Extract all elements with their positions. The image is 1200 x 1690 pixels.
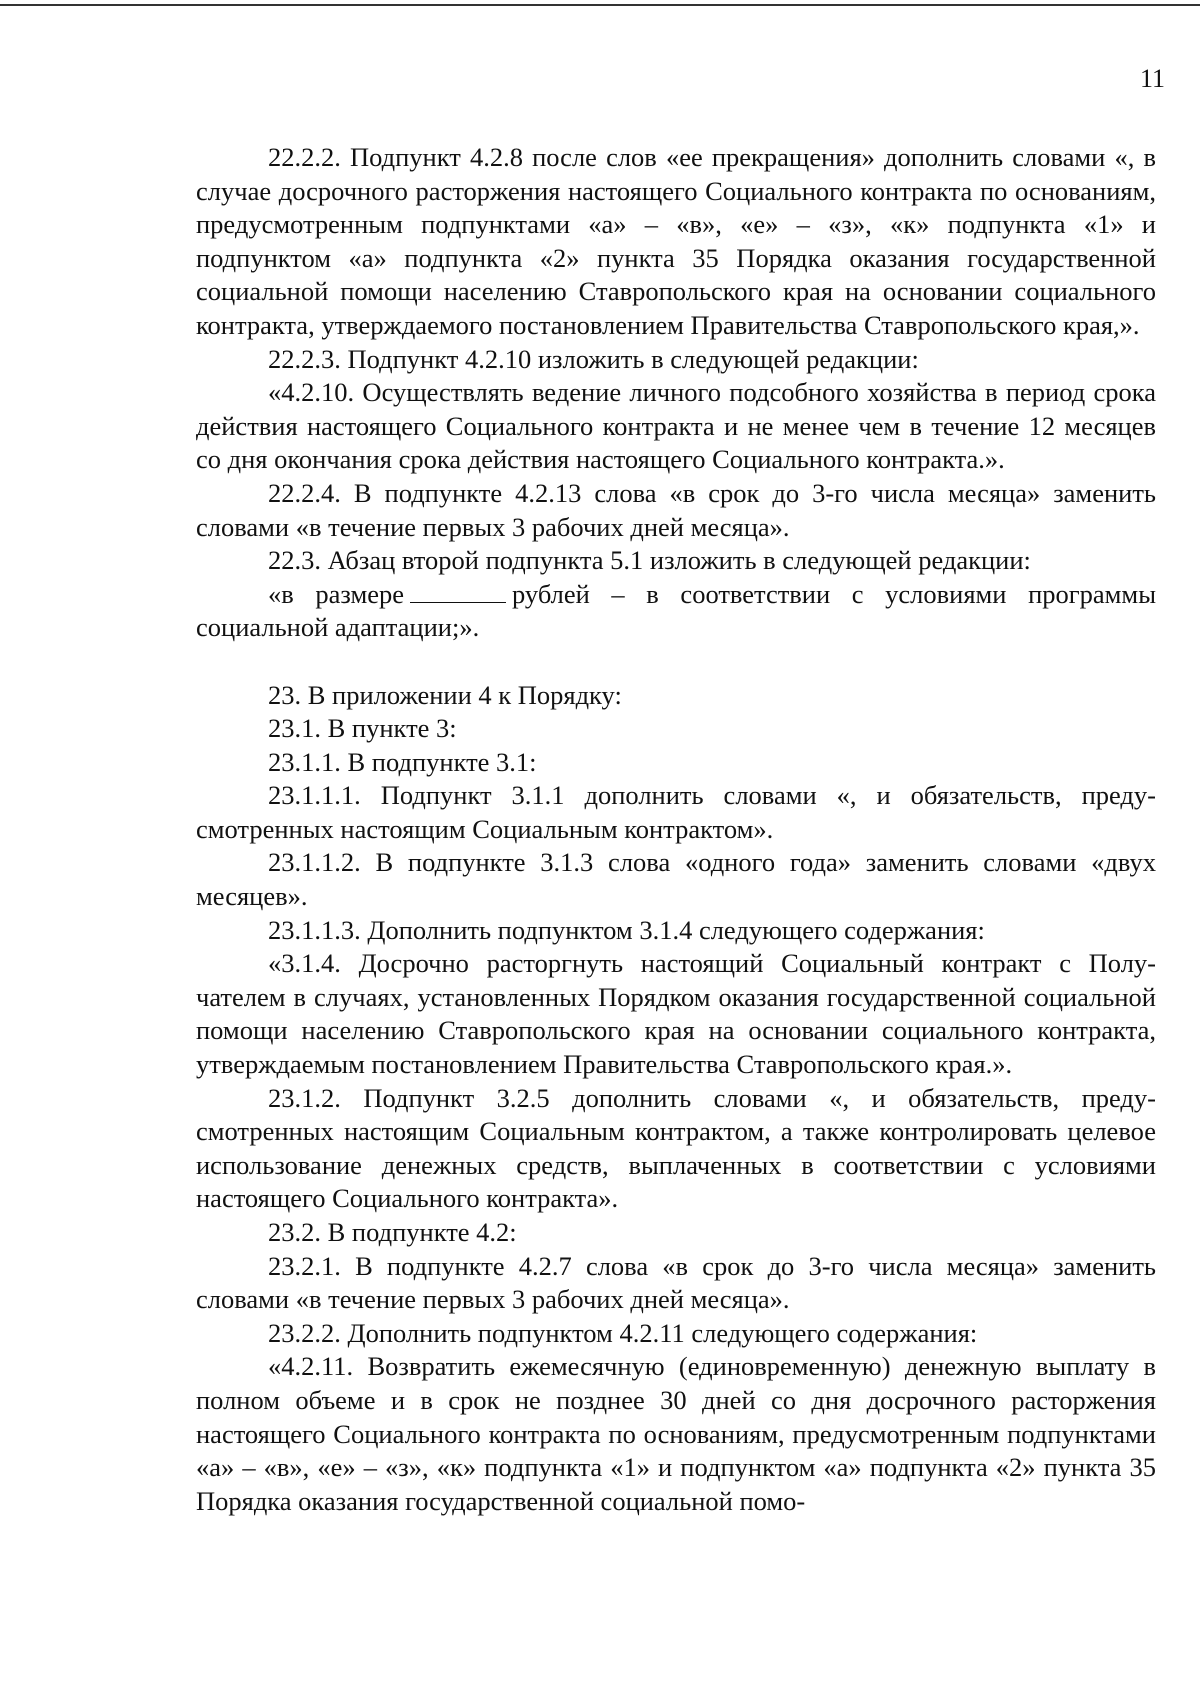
paragraph-23-1-1-3: 23.1.1.3. Дополнить подпунктом 3.1.4 следующего содержания: [268, 914, 985, 945]
paragraph-fill-in-amount [196, 578, 1156, 645]
paragraph-23-1: 23.1. В пункте 3: [268, 713, 457, 744]
paragraph-22-3: 22.3. Абзац второй подпункта 5.1 изложить в следующей редакции: [268, 545, 1031, 576]
paragraph-4-2-11-quote: «4.2.11. Возвратить ежемесячную (единовременную) денежную выплату в полном объеме и в срок не позднее 30 дней со дня досрочного расторжения настоящего Социального контракта по основаниям, предусмотренным подпунктами «а» – «в», «е» – «з», «к» подпункта «1» и подпунктом «а» подпункта «2» пункта 35 Порядка оказания государственной социальной помо- [196, 1351, 1156, 1516]
paragraph-23-1-1: 23.1.1. В подпункте 3.1: [268, 746, 537, 777]
paragraph-22-2-2: 22.2.2. Подпункт 4.2.8 после слов «ее прекращения» дополнить словами «, в случае досрочного расторжения настоящего Социального контракта по основаниям, предусмотренным подпунктами «а» – «в», «е» – «з», «к» подпункта «1» и подпунктом «а» подпункта «2» пункта 35 Порядка оказания государственной социальной помощи населению Ставропольского края на основании социального контракта, утверждаемого постановлением Правительства Ставропольского края,». [196, 142, 1156, 340]
paragraph-23: 23. В приложении 4 к Порядку: [268, 679, 622, 710]
paragraph-4-2-10-quote: «4.2.10. Осуществлять ведение личного подсобного хозяйства в период срока действия настоящего Социального контракта и не менее чем в течение 12 месяцев со дня окончания срока действия настоящего Социального контракта.». [196, 377, 1156, 475]
blank-amount-line [410, 580, 506, 603]
fill-in-before-text: «в размере [268, 578, 405, 609]
paragraph-23-2-1: 23.2.1. В подпункте 4.2.7 слова «в срок до 3-го числа месяца» заменить словами «в течение первых 3 рабочих дней месяца». [196, 1250, 1156, 1315]
document-body [196, 141, 1156, 1518]
top-rule [0, 4, 1200, 6]
paragraph-23-1-1-2: 23.1.1.2. В подпункте 3.1.3 слова «одного года» заменить словами «двух месяцев». [196, 847, 1156, 912]
paragraph-22-2-3: 22.2.3. Подпункт 4.2.10 изложить в следующей редакции: [268, 343, 919, 374]
paragraph-23-2: 23.2. В подпункте 4.2: [268, 1217, 517, 1247]
paragraph-23-1-2: 23.1.2. Подпункт 3.2.5 дополнить словами «, и обязательств, предусмотренных настоящим Социальным контрактом, а также контролировать целевое использование денежных средств, выплаченных в соответствии с условиями настоящего Социального контракта». [196, 1082, 1156, 1214]
page-number: 11 [1140, 64, 1166, 93]
fill-in-after-text: рублей – в соответствии с условиями программы социальной адаптации;». [196, 578, 1156, 643]
paragraph-3-1-4-quote: «3.1.4. Досрочно расторгнуть настоящий Социальный контракт с Получателем в случаях, установленных Порядком оказания государственной социальной помощи населению Ставропольского края на основании социального контракта, утверждаемым постановлением Правительства Ставропольского края.». [196, 948, 1156, 1080]
paragraph-23-1-1-1: 23.1.1.1. Подпункт 3.1.1 дополнить словами «, и обязательств, предусмотренных настоящим Социальным контрактом». [196, 780, 1156, 844]
paragraph-22-2-4: 22.2.4. В подпункте 4.2.13 слова «в срок до 3-го числа месяца» заменить словами «в течение первых 3 рабочих дней месяца». [196, 477, 1156, 542]
paragraph-23-2-2: 23.2.2. Дополнить подпунктом 4.2.11 следующего содержания: [268, 1317, 978, 1348]
